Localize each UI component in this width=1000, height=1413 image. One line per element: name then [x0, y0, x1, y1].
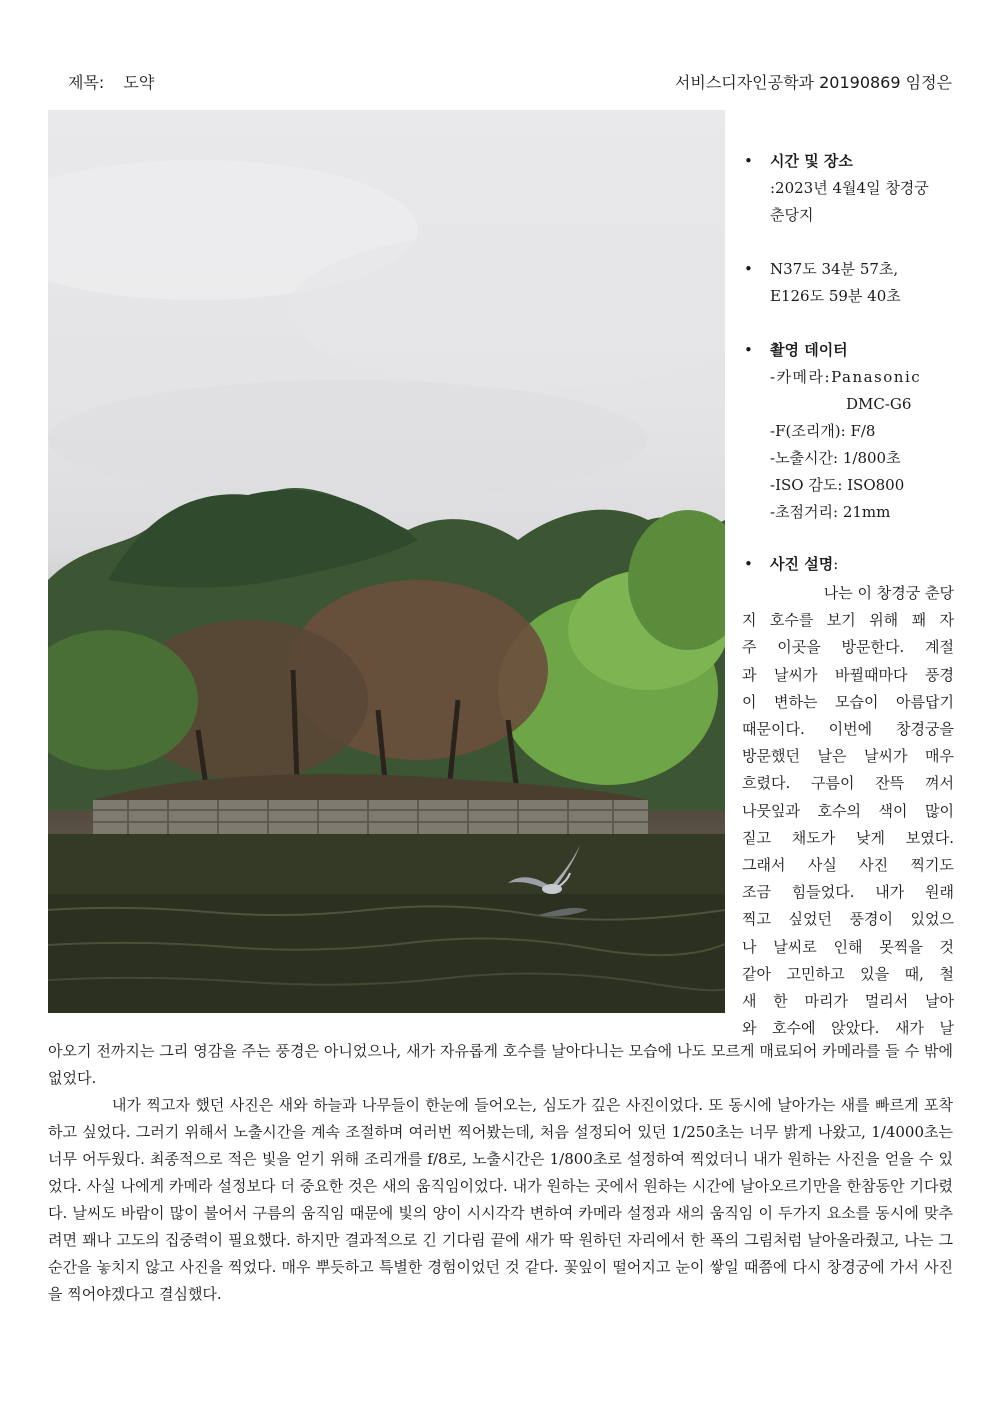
shooting-heading: 촬영 데이터 — [770, 341, 848, 359]
desc-line: 새 한 마리가 멀리서 날아 — [742, 992, 954, 1011]
aperture-line: -F(조리개): F/8 — [770, 422, 876, 440]
desc-line: 조금 힘들었다. 내가 원래 — [742, 883, 954, 902]
desc-line: 찍고 싶었던 풍경이 있었으 — [742, 910, 954, 929]
body-paragraph-1: 아오기 전까지는 그리 영감을 주는 풍경은 아니었으나, 새가 자유롭게 호수를 날아다니는 모습에 나도 모르게 매료되어 카메라를 들 수 밖에 없었다. — [48, 1042, 953, 1087]
author-info: 서비스디자인공학과 20190869 임정은 — [674, 73, 952, 92]
coords-section — [742, 256, 957, 283]
landscape-photo — [48, 110, 725, 1013]
desc-line: 나는 이 창경궁 춘당 — [823, 584, 954, 602]
desc-line: 와 호수에 앉았다. 새가 날 — [742, 1019, 954, 1038]
photo-illustration — [48, 110, 725, 1013]
desc-line: 주 이곳을 방문한다. 계절 — [742, 638, 954, 657]
title-value: 도약 — [123, 73, 155, 92]
desc-line: 과 날씨가 바뀔때마다 풍경 — [742, 665, 954, 684]
desc-line: 지 호수를 보기 위해 꽤 자 — [742, 611, 954, 630]
desc-line: 방문했던 날은 날씨가 매우 — [742, 747, 954, 766]
camera-line1: -카메라:Panasonic — [770, 368, 922, 386]
coords-line2: E126도 59분 40초 — [770, 287, 901, 305]
time-place-section — [742, 148, 957, 175]
body-paragraph-2: 내가 찍고자 했던 사진은 새와 하늘과 나무들이 한눈에 들어오는, 심도가 깊은 사진이었다. 또 동시에 날아가는 새를 빠르게 포착하고 싶었다. 그러기 위해서 노출시간을 계속 조절하며 여러번 찍어봤는데, 처음 설정되어 있던 1/250초는 너무 밝게 나왔고, 1/4000초는 너무 어두웠다. 최종적으로 적은 빛을 얻기 위해 조리개를 f/8로, 노출시간은 1/800초로 설정하여 찍었더니 내가 원하는 사진을 얻을 수 있었다. 사실 나에게 카메라 설정보다 더 중요한 것은 새의 움직임이었다. 내가 원하는 곳에서 원하는 시간에 날아오르기만을 한참동안 기다렸다. 날씨도 바람이 많이 불어서 구름의 움직임 때문에 빛의 양이 시시각각 변하여 카메라 설정과 새의 움직임 이 두가지 요소를 동시에 맞추려면 꽤나 고도의 집중력이 필요했다. 하지만 결과적으로 긴 기다림 끝에 새가 딱 원하던 자리에서 한 폭의 그림처럼 날아올라줬고, 나는 그 순간을 놓치지 않고 사진을 찍었다. 매우 뿌듯하고 특별한 경험이었던 것 같다. 꽃잎이 떨어지고 눈이 쌓일 때쯤에 다시 창경궁에 가서 사진을 찍어야겠다고 결심했다. — [48, 1096, 953, 1303]
description-heading-block — [742, 551, 957, 578]
description-colon: : — [833, 555, 839, 573]
desc-line: 같아 고민하고 있을 때, 철 — [742, 964, 954, 983]
coords-line1: N37도 34분 57초, — [770, 260, 899, 278]
desc-line: 흐렸다. 구름이 잔뜩 껴서 — [742, 774, 954, 793]
description-side-text — [742, 580, 954, 1042]
info-sidebar — [742, 148, 957, 526]
camera-line2: DMC-G6 — [846, 395, 912, 413]
desc-line: 나뭇잎과 호수의 색이 많이 — [742, 801, 954, 820]
exposure-line: -노출시간: 1/800초 — [770, 449, 901, 467]
desc-line: 이 변하는 모습이 아름답기 — [742, 692, 954, 711]
body-text — [48, 1038, 953, 1308]
description-section — [742, 551, 957, 578]
title-label: 제목: — [68, 73, 105, 92]
desc-line: 그래서 사실 사진 찍기도 — [742, 856, 954, 875]
desc-line: 나 날씨로 인해 못찍을 것 — [742, 937, 954, 956]
time-place-line: 춘당지 — [770, 206, 814, 224]
shooting-section — [742, 337, 957, 364]
desc-line: 때문이다. 이번에 창경궁을 — [742, 720, 954, 739]
iso-line: -ISO 감도: ISO800 — [770, 476, 905, 494]
focal-line: -초점거리: 21mm — [770, 503, 891, 521]
time-place-line: :2023년 4월4일 창경궁 — [770, 179, 929, 197]
time-place-heading: 시간 및 장소 — [770, 152, 853, 170]
desc-line: 짙고 채도가 낮게 보였다. — [742, 828, 954, 847]
document-title — [68, 70, 154, 93]
description-heading: 사진 설명 — [770, 555, 834, 573]
